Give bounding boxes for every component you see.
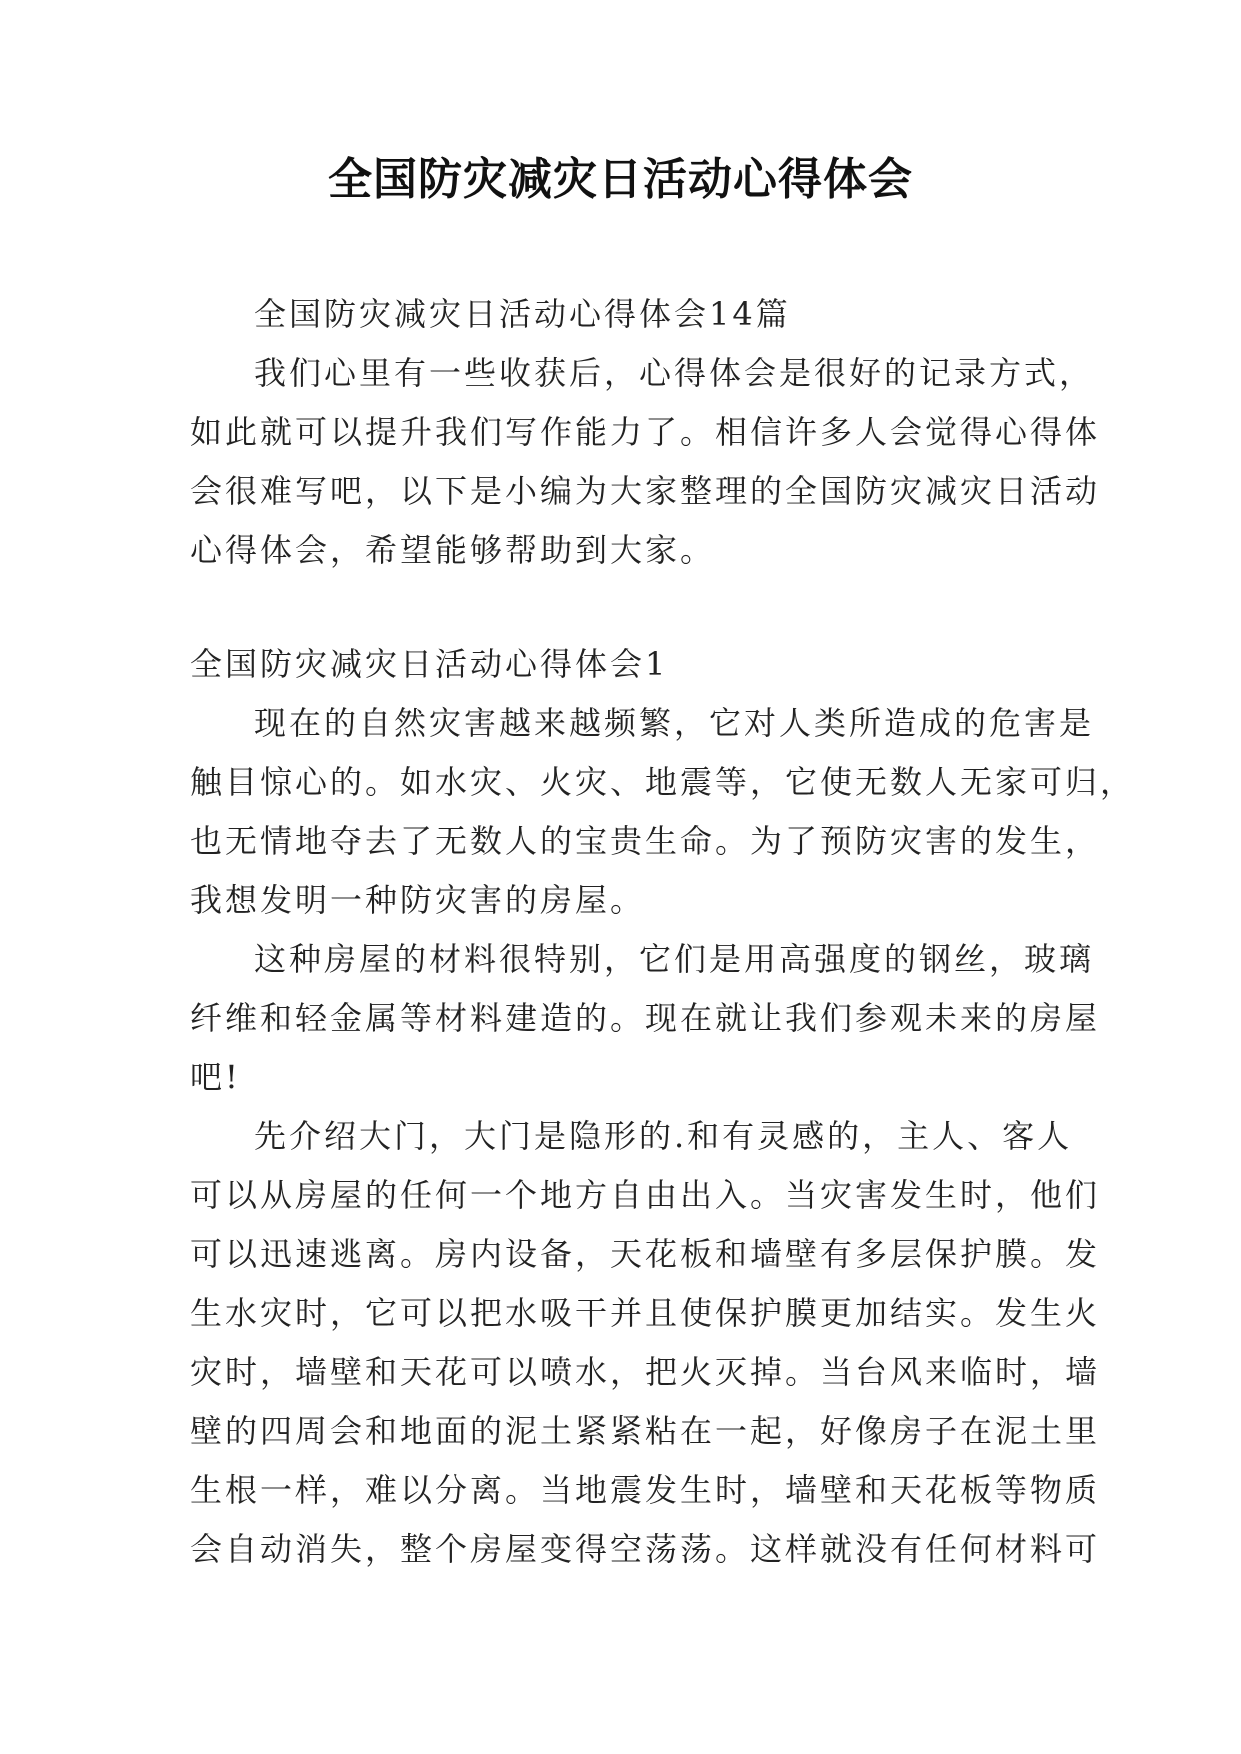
paragraph-line: 触目惊心的。如水灾、火灾、地震等，它使无数人无家可归， [190, 763, 1136, 801]
paragraph-line: 会自动消失，整个房屋变得空荡荡。这样就没有任何材料可 [190, 1530, 1101, 1568]
intro-line: 我们心里有一些收获后，心得体会是很好的记录方式， [254, 354, 1095, 392]
paragraph-line: 纤维和轻金属等材料建造的。现在就让我们参观未来的房屋 [190, 999, 1101, 1037]
page-title: 全国防灾减灾日活动心得体会 [328, 154, 913, 205]
paragraph-line: 也无情地夺去了无数人的宝贵生命。为了预防灾害的发生， [190, 822, 1101, 860]
paragraph-line: 可以迅速逃离。房内设备，天花板和墙壁有多层保护膜。发 [190, 1235, 1101, 1273]
paragraph-line: 生水灾时，它可以把水吸干并且使保护膜更加结实。发生火 [190, 1294, 1101, 1332]
intro-line: 心得体会，希望能够帮助到大家。 [190, 531, 716, 569]
paragraph-line: 可以从房屋的任何一个地方自由出入。当灾害发生时，他们 [190, 1176, 1101, 1214]
section-1-block [190, 635, 1136, 1579]
paragraph-line: 我想发明一种防灾害的房屋。 [190, 881, 646, 919]
intro-block [190, 285, 1101, 580]
intro-subtitle: 全国防灾减灾日活动心得体会14篇 [254, 295, 791, 333]
intro-line: 如此就可以提升我们写作能力了。相信许多人会觉得心得体 [190, 413, 1101, 451]
intro-line: 会很难写吧，以下是小编为大家整理的全国防灾减灾日活动 [190, 472, 1101, 510]
paragraph-line: 灾时，墙壁和天花可以喷水，把火灭掉。当台风来临时，墙 [190, 1353, 1101, 1391]
section-heading: 全国防灾减灾日活动心得体会1 [190, 645, 669, 683]
paragraph-line: 这种房屋的材料很特别，它们是用高强度的钢丝，玻璃 [254, 940, 1095, 978]
paragraph-line: 现在的自然灾害越来越频繁，它对人类所造成的危害是 [254, 704, 1095, 742]
paragraph-line: 生根一样，难以分离。当地震发生时，墙壁和天花板等物质 [190, 1471, 1101, 1509]
paragraph-line: 吧! [190, 1058, 241, 1096]
paragraph-line: 壁的四周会和地面的泥土紧紧粘在一起，好像房子在泥土里 [190, 1412, 1101, 1450]
paragraph-line: 先介绍大门，大门是隐形的.和有灵感的，主人、客人 [254, 1117, 1073, 1155]
